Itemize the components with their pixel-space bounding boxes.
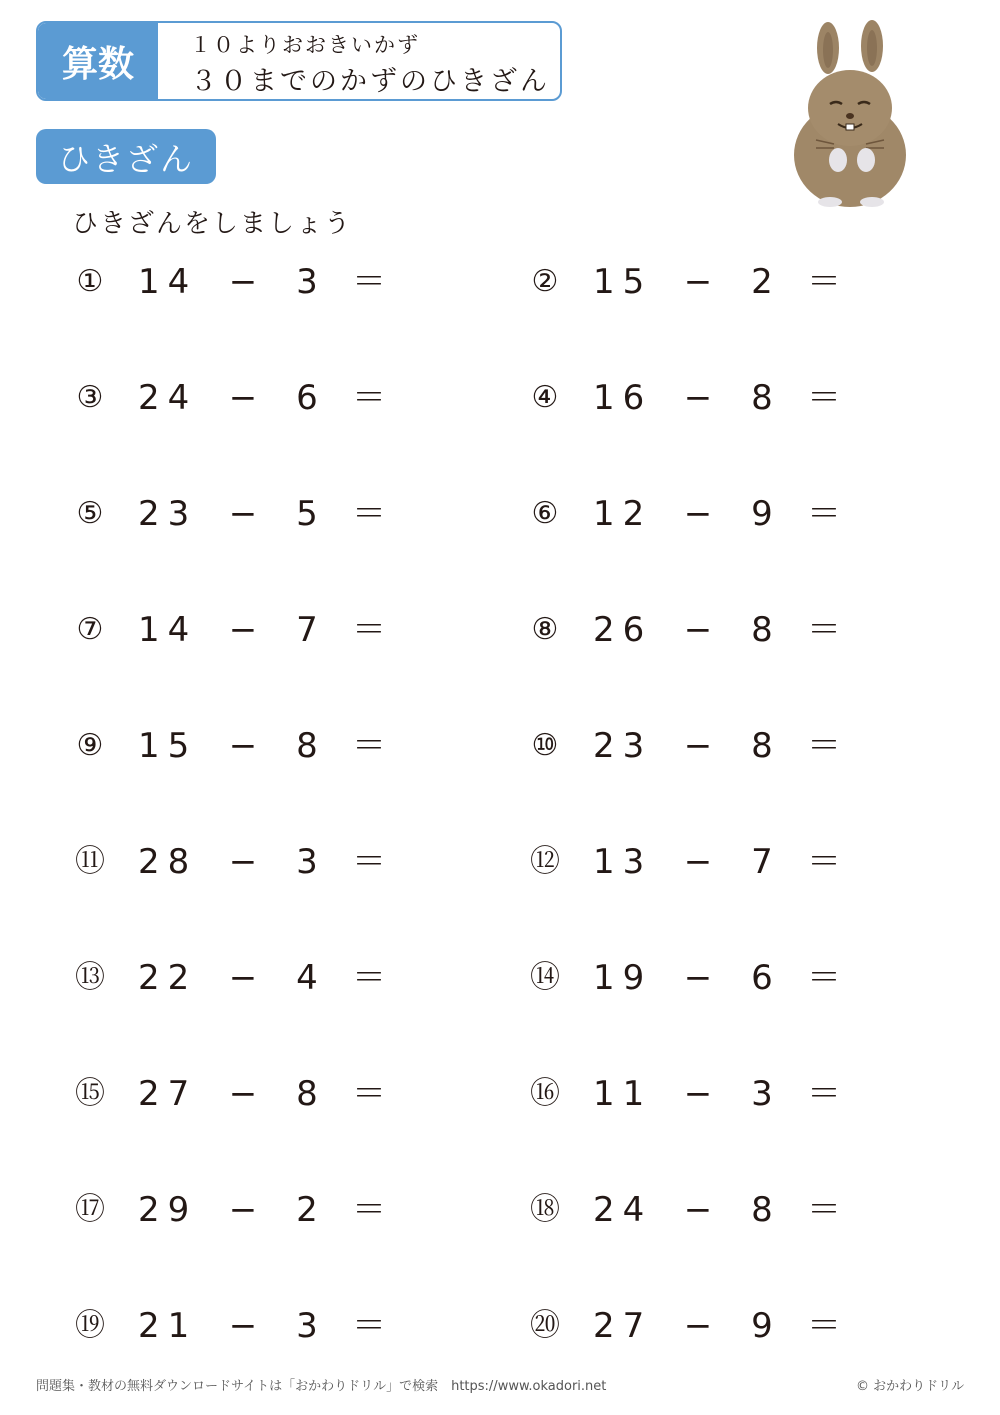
- footer-site-text: 問題集・教材の無料ダウンロードサイトは「おかわりドリル」で検索 https://www.okadori.net: [36, 1379, 607, 1394]
- minuend: 12: [593, 494, 653, 534]
- subtrahend: 4: [296, 958, 318, 998]
- minus-sign: −: [228, 958, 258, 998]
- problem-number: ①: [76, 264, 104, 299]
- subtrahend: 8: [751, 610, 773, 650]
- problem-number: ⑰: [75, 1192, 105, 1227]
- equals-sign: ＝: [352, 262, 386, 302]
- minus-sign: −: [683, 610, 713, 650]
- problem-number: ⑤: [76, 496, 104, 531]
- worksheet-subtitle: １０よりおおきいかず: [190, 33, 420, 57]
- subject-tab: 算数: [38, 23, 158, 99]
- minus-sign: −: [228, 494, 258, 534]
- subtrahend: 2: [296, 1190, 318, 1230]
- problem-number: ⑳: [530, 1308, 560, 1343]
- subtrahend: 3: [751, 1074, 773, 1114]
- problem-number: ⑨: [76, 728, 104, 763]
- problem-item: [72, 490, 432, 538]
- problem-number: ⑫: [530, 844, 560, 879]
- problem-item: [527, 1302, 887, 1350]
- minuend: 27: [138, 1074, 198, 1114]
- subtrahend: 6: [751, 958, 773, 998]
- equals-sign: ＝: [352, 842, 386, 882]
- problem-item: [527, 490, 887, 538]
- problem-item: [527, 258, 887, 306]
- equals-sign: ＝: [352, 494, 386, 534]
- equals-sign: ＝: [807, 378, 841, 418]
- minus-sign: −: [683, 378, 713, 418]
- minus-sign: −: [228, 726, 258, 766]
- problem-item: [72, 1070, 432, 1118]
- section-badge: ひきざん: [36, 129, 216, 184]
- subtrahend: 3: [296, 1306, 318, 1346]
- minuend: 24: [593, 1190, 653, 1230]
- minuend: 29: [138, 1190, 198, 1230]
- worksheet-header: [36, 21, 562, 101]
- minus-sign: −: [683, 842, 713, 882]
- problem-number: ⑦: [76, 612, 104, 647]
- problem-item: [527, 722, 887, 770]
- worksheet-title: ３０までのかずのひきざん: [190, 66, 550, 97]
- problem-item: [527, 954, 887, 1002]
- problem-number: ②: [531, 264, 559, 299]
- minuend: 27: [593, 1306, 653, 1346]
- minuend: 22: [138, 958, 198, 998]
- minuend: 14: [138, 262, 198, 302]
- subtrahend: 7: [751, 842, 773, 882]
- problem-item: [72, 1302, 432, 1350]
- minuend: 21: [138, 1306, 198, 1346]
- equals-sign: ＝: [807, 1074, 841, 1114]
- subtrahend: 8: [751, 726, 773, 766]
- problem-item: [72, 1186, 432, 1234]
- problem-number: ⑧: [531, 612, 559, 647]
- problem-number: ⑪: [75, 844, 105, 879]
- minus-sign: −: [683, 1190, 713, 1230]
- problem-item: [527, 1070, 887, 1118]
- problem-number: ⑥: [531, 496, 559, 531]
- minuend: 23: [593, 726, 653, 766]
- minus-sign: −: [228, 262, 258, 302]
- equals-sign: ＝: [807, 262, 841, 302]
- problem-number: ⑯: [530, 1076, 560, 1111]
- problem-number: ⑬: [75, 960, 105, 995]
- subtrahend: 6: [296, 378, 318, 418]
- problem-item: [72, 838, 432, 886]
- subtrahend: 3: [296, 262, 318, 302]
- equals-sign: ＝: [352, 610, 386, 650]
- minus-sign: −: [228, 1074, 258, 1114]
- minus-sign: −: [683, 726, 713, 766]
- problem-number: ④: [531, 380, 559, 415]
- footer-copyright: © おかわりドリル: [856, 1379, 965, 1394]
- problem-item: [72, 606, 432, 654]
- equals-sign: ＝: [807, 610, 841, 650]
- problem-number: ⑲: [75, 1308, 105, 1343]
- subtrahend: 8: [751, 378, 773, 418]
- problem-item: [527, 838, 887, 886]
- equals-sign: ＝: [352, 958, 386, 998]
- minuend: 14: [138, 610, 198, 650]
- equals-sign: ＝: [807, 1306, 841, 1346]
- minus-sign: −: [683, 1306, 713, 1346]
- equals-sign: ＝: [352, 378, 386, 418]
- problem-item: [72, 722, 432, 770]
- equals-sign: ＝: [807, 494, 841, 534]
- problem-item: [527, 1186, 887, 1234]
- minus-sign: −: [228, 610, 258, 650]
- minuend: 15: [138, 726, 198, 766]
- minus-sign: −: [228, 1306, 258, 1346]
- subtrahend: 8: [296, 1074, 318, 1114]
- problem-item: [72, 258, 432, 306]
- problem-item: [527, 374, 887, 422]
- minuend: 23: [138, 494, 198, 534]
- minus-sign: −: [683, 1074, 713, 1114]
- equals-sign: ＝: [807, 1190, 841, 1230]
- subtrahend: 3: [296, 842, 318, 882]
- subtrahend: 7: [296, 610, 318, 650]
- problem-number: ⑩: [531, 728, 559, 763]
- subtrahend: 5: [296, 494, 318, 534]
- problem-item: [72, 954, 432, 1002]
- equals-sign: ＝: [352, 1074, 386, 1114]
- rabbit-head: [808, 70, 892, 146]
- minuend: 26: [593, 610, 653, 650]
- minus-sign: −: [228, 1190, 258, 1230]
- minus-sign: −: [228, 378, 258, 418]
- subtrahend: 9: [751, 494, 773, 534]
- instruction-text: ひきざんをしましょう: [72, 209, 353, 239]
- minuend: 13: [593, 842, 653, 882]
- problem-number: ⑮: [75, 1076, 105, 1111]
- minuend: 16: [593, 378, 653, 418]
- rabbit-ears: [817, 20, 883, 74]
- equals-sign: ＝: [352, 1306, 386, 1346]
- equals-sign: ＝: [807, 726, 841, 766]
- equals-sign: ＝: [807, 958, 841, 998]
- minuend: 19: [593, 958, 653, 998]
- problem-item: [72, 374, 432, 422]
- minuend: 28: [138, 842, 198, 882]
- minus-sign: −: [683, 958, 713, 998]
- minus-sign: −: [683, 494, 713, 534]
- problem-number: ⑭: [530, 960, 560, 995]
- equals-sign: ＝: [807, 842, 841, 882]
- subtrahend: 8: [296, 726, 318, 766]
- minuend: 24: [138, 378, 198, 418]
- minus-sign: −: [228, 842, 258, 882]
- minus-sign: −: [683, 262, 713, 302]
- subtrahend: 8: [751, 1190, 773, 1230]
- equals-sign: ＝: [352, 1190, 386, 1230]
- equals-sign: ＝: [352, 726, 386, 766]
- problem-number: ⑱: [530, 1192, 560, 1227]
- problem-item: [527, 606, 887, 654]
- rabbit-illustration: [786, 20, 916, 210]
- subtrahend: 9: [751, 1306, 773, 1346]
- subtrahend: 2: [751, 262, 773, 302]
- minuend: 15: [593, 262, 653, 302]
- problem-number: ③: [76, 380, 104, 415]
- minuend: 11: [593, 1074, 653, 1114]
